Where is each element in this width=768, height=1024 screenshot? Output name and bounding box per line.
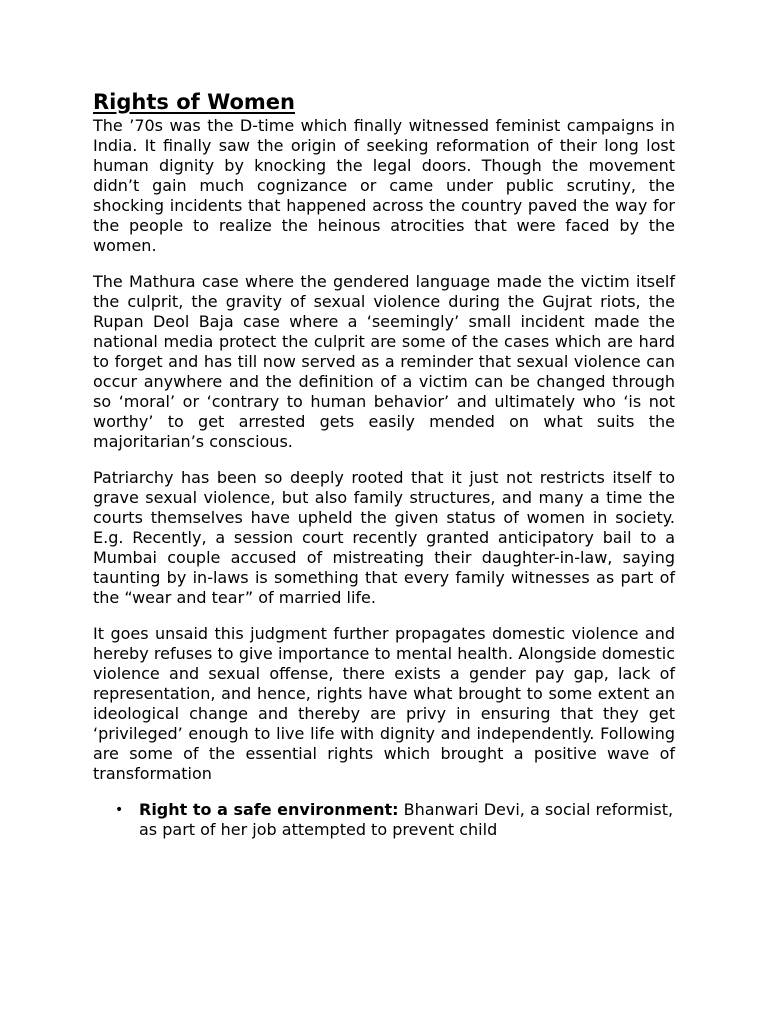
bullet-heading: Right to a safe environment: [139, 800, 399, 819]
rights-list [93, 800, 675, 840]
paragraph-3: Patriarchy has been so deeply rooted that it just not restricts itself to grave sexual violence, but also family structures, and many a time the courts themselves have upheld the given status of women in society. E.g. Recently, a session court recently granted anticipatory bail to a Mumbai couple accused of mistreating their daughter-in-law, saying taunting by in-laws is something that every family witnesses as part of the “wear and tear” of married life. [93, 468, 675, 607]
paragraph-2: The Mathura case where the gendered language made the victim itself the culprit, the gravity of sexual violence during the Gujrat riots, the Rupan Deol Baja case where a ‘seemingly’ small incident made the national media protect the culprit are some of the cases which are hard to forget and has till now served as a reminder that sexual violence can occur anywhere and the definition of a victim can be changed through so ‘moral’ or ‘contrary to human behavior’ and ultimately who ‘is not worthy’ to get arrested gets easily mended on what suits the majoritarian’s conscious. [93, 272, 675, 451]
document-title: Rights of Women [93, 90, 295, 114]
list-item [93, 800, 675, 840]
paragraph-4: It goes unsaid this judgment further propagates domestic violence and hereby refuses to give importance to mental health. Alongside domestic violence and sexual offense, there exists a gender pay gap, lack of representation, and hence, rights have what brought to some extent an ideological change and thereby are privy in ensuring that they get ‘privileged’ enough to live life with dignity and independently. Following are some of the essential rights which brought a positive wave of transformation [93, 624, 675, 783]
bullet-icon: • [115, 802, 124, 818]
document-page [93, 88, 675, 840]
bullet-text: Bhanwari Devi, a social reformist, as part of her job attempted to prevent child [139, 800, 674, 839]
paragraph-1: The ’70s was the D-time which finally witnessed feminist campaigns in India. It finally saw the origin of seeking reformation of their long lost human dignity by knocking the legal doors. Though the movement didn’t gain much cognizance or came under public scrutiny, the shocking incidents that happened across the country paved the way for the people to realize the heinous atrocities that were faced by the women. [93, 116, 675, 255]
